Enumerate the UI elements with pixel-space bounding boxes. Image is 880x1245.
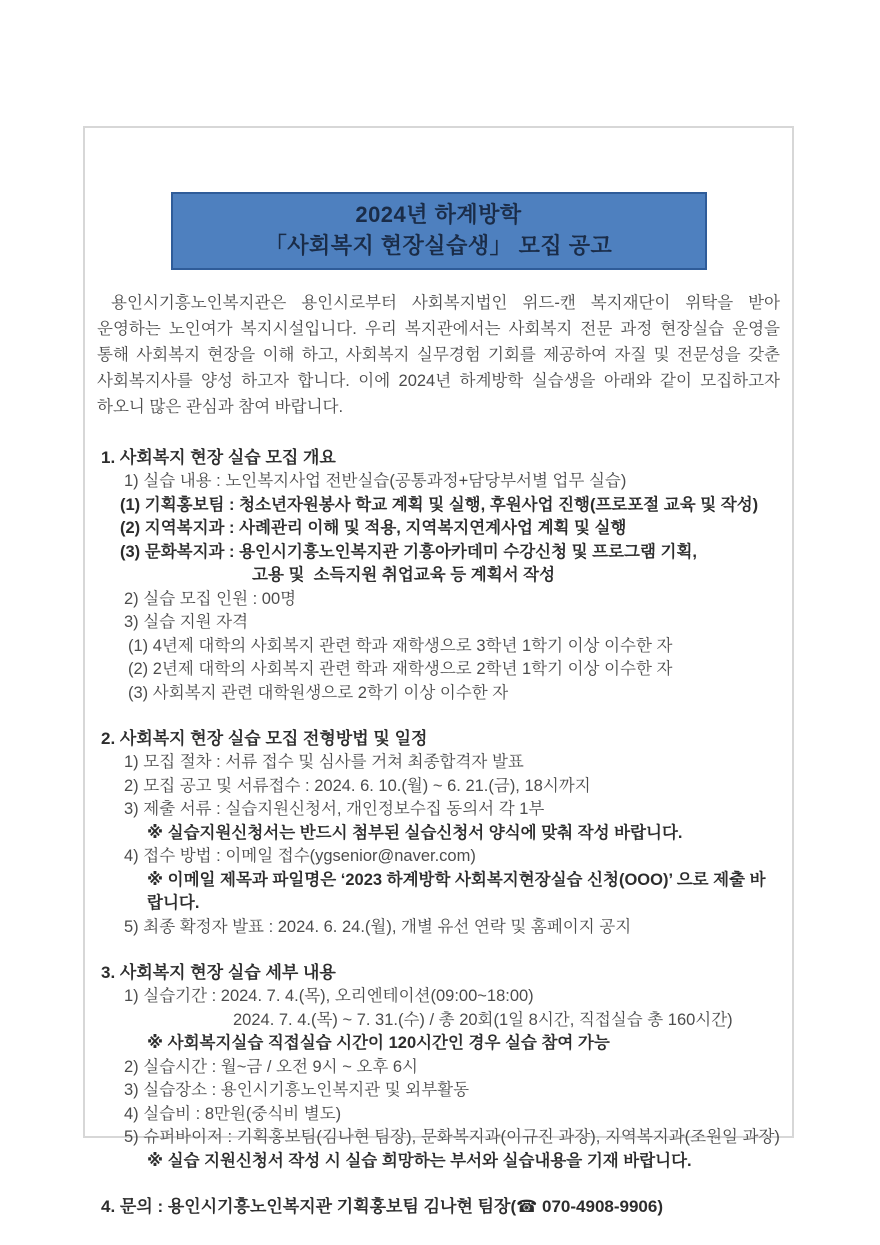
section-schedule-lines — [97, 751, 780, 939]
notice-line: (1) 4년제 대학의 사회복지 관련 학과 재학생으로 3학년 1학기 이상 이수한 자 — [128, 636, 673, 655]
section-schedule-heading: 2. 사회복지 현장 실습 모집 전형방법 및 일정 — [101, 729, 428, 748]
title-banner — [171, 192, 707, 270]
section-overview-heading: 1. 사회복지 현장 실습 모집 개요 — [101, 448, 336, 467]
notice-line: (3) 문화복지과 : 용인시기흥노인복지관 기흥아카데미 수강신청 및 프로그램 기획, — [120, 542, 697, 561]
notice-line: 4) 실습비 : 8만원(중식비 별도) — [124, 1104, 342, 1123]
notice-line: 3) 제출 서류 : 실습지원신청서, 개인정보수집 동의서 각 1부 — [124, 800, 545, 818]
section-contact-heading: 4. 문의 : 용인시기흥노인복지관 기획홍보팀 김나현 팀장(☎ 070-4908-9906) — [101, 1197, 664, 1216]
section-overview — [97, 446, 780, 705]
section-details-heading: 3. 사회복지 현장 실습 세부 내용 — [101, 963, 336, 982]
notice-line: 4) 접수 방법 : 이메일 접수(ygsenior@naver.com) — [124, 847, 476, 865]
notice-line: 1) 실습기간 : 2024. 7. 4.(목), 오리엔테이션(09:00~18:00) — [124, 987, 534, 1005]
section-contact — [97, 1195, 780, 1219]
notice-line: 1) 실습 내용 : 노인복지사업 전반실습(공통과정+담당부서별 업무 실습) — [124, 472, 627, 490]
notice-line: 1) 모집 절차 : 서류 접수 및 심사를 거쳐 최종합격자 발표 — [124, 753, 524, 771]
notice-line: ※ 사회복지실습 직접실습 시간이 120시간인 경우 실습 참여 가능 — [147, 1034, 610, 1052]
notice-line: 3) 실습장소 : 용인시기흥노인복지관 및 외부활동 — [124, 1081, 470, 1099]
notice-line: 5) 최종 확정자 발표 : 2024. 6. 24.(월), 개별 유선 연락 및 홈페이지 공지 — [124, 917, 632, 936]
section-details-lines — [97, 985, 780, 1173]
notice-line: 5) 슈퍼바이저 : 기획홍보팀(김나현 팀장), 문화복지과(이규진 과장), 지역복지과(조원일 과장) — [124, 1128, 780, 1146]
section-schedule — [97, 727, 780, 939]
notice-line: (1) 기획홍보팀 : 청소년자원봉사 학교 계획 및 실행, 후원사업 진행(프로포절 교육 및 작성) — [120, 495, 759, 514]
notice-line: (2) 2년제 대학의 사회복지 관련 학과 재학생으로 2학년 1학기 이상 이수한 자 — [128, 660, 673, 678]
section-overview-lines — [97, 470, 780, 705]
section-details — [97, 961, 780, 1173]
title-line-2: 「사회복지 현장실습생」 모집 공고 — [264, 233, 613, 258]
document-frame — [83, 126, 794, 1216]
notice-line: 2) 모집 공고 및 서류접수 : 2024. 6. 10.(월) ~ 6. 21.(금), 18시까지 — [124, 776, 591, 795]
notice-line: (3) 사회복지 관련 대학원생으로 2학기 이상 이수한 자 — [128, 683, 509, 702]
notice-line: (2) 지역복지과 : 사례관리 이해 및 적용, 지역복지연계사업 계획 및 실행 — [120, 519, 627, 537]
intro-paragraph: 용인시기흥노인복지관은 용인시로부터 사회복지법인 위드-캔 복지재단이 위탁을 받아 운영하는 노인여가 복지시설입니다. 우리 복지관에서는 사회복지 전문 과정 현장실습 운영을 통해 사회복지 현장을 이해 하고, 사회복지 실무경험 기회를 제공하여 자질 및 전문성을 갖춘 사회복지사를 양성 하고자 합니다. 이에 2024년 하계방학 실습생을 아래와 같이 모집하고자 하오니 많은 관심과 참여 바랍니다. — [97, 294, 780, 416]
notice-line: 2024. 7. 4.(목) ~ 7. 31.(수) / 총 20회(1일 8시간, 직접실습 총 160시간) — [233, 1010, 733, 1029]
notice-line: ※ 이메일 제목과 파일명은 ‘2023 하계방학 사회복지현장실습 신청(OOO)’ 으로 제출 바랍니다. — [147, 870, 766, 912]
notice-line: 2) 실습 모집 인원 : 00명 — [124, 589, 297, 608]
notice-line: 2) 실습시간 : 월~금 / 오전 9시 ~ 오후 6시 — [124, 1057, 418, 1076]
title-line-1: 2024년 하계방학 — [355, 202, 522, 227]
notice-line: 고용 및 소득지원 취업교육 등 계획서 작성 — [252, 566, 556, 584]
notice-line: ※ 실습지원신청서는 반드시 첨부된 실습신청서 양식에 맞춰 작성 바랍니다. — [147, 823, 683, 842]
notice-line: 3) 실습 지원 자격 — [124, 613, 249, 631]
notice-line: ※ 실습 지원신청서 작성 시 실습 희망하는 부서와 실습내용을 기재 바랍니다. — [147, 1151, 692, 1170]
